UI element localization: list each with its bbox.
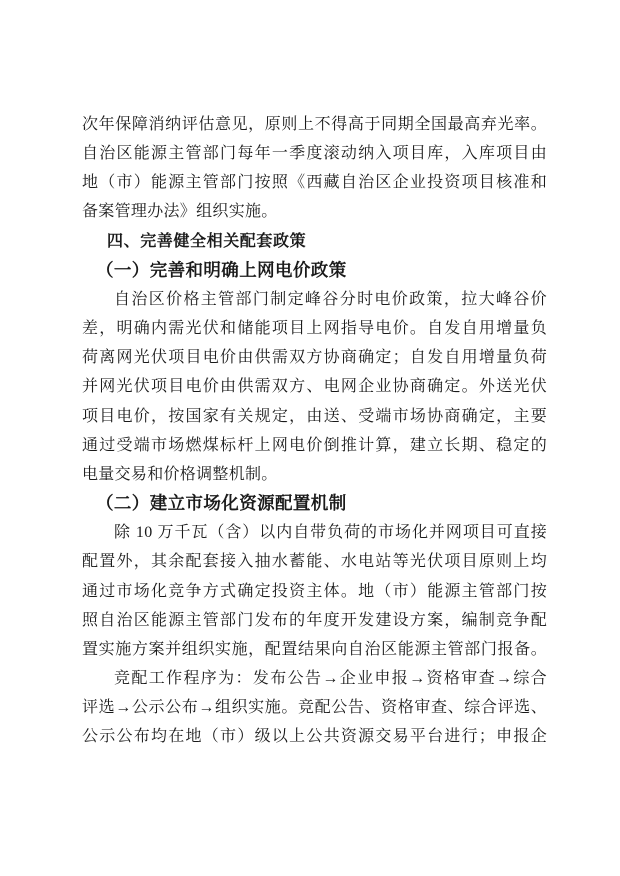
text-line: 并网光伏项目电价由供需双方、电网企业协商确定。外送光伏	[82, 378, 547, 396]
text-line: 除 10 万千瓦（含）以内自带负荷的市场化并网项目可直接	[114, 524, 547, 542]
subsection-1-heading: （一）完善和明确上网电价政策	[96, 259, 347, 280]
text-line: 照自治区能源主管部门发布的年度开发建设方案，编制竞争配	[82, 611, 547, 629]
text-line: 自治区能源主管部门每年一季度滚动纳入项目库，入库项目由	[82, 145, 547, 163]
text-line: 配置外，其余配套接入抽水蓄能、水电站等光伏项目原则上均	[82, 553, 547, 571]
text-line: 电量交易和价格调整机制。	[82, 465, 278, 483]
text-line: 荷离网光伏项目电价由供需双方协商确定；自发自用增量负荷	[82, 349, 547, 367]
text-line: 通过市场化竞争方式确定投资主体。地（市）能源主管部门按	[82, 582, 547, 600]
text-line: 地（市）能源主管部门按照《西藏自治区企业投资项目核准和	[82, 174, 547, 192]
text-line: 置实施方案并组织实施，配置结果向自治区能源主管部门报备。	[82, 640, 547, 658]
text-line: 项目电价，按国家有关规定，由送、受端市场协商确定，主要	[82, 407, 547, 425]
text-line: 备案管理办法》组织实施。	[82, 203, 278, 221]
text-line: 次年保障消纳评估意见，原则上不得高于同期全国最高弃光率。	[82, 116, 547, 133]
text-line: 差，明确内需光伏和储能项目上网指导电价。自发自用增量负	[82, 320, 547, 338]
paragraph-continuation	[82, 110, 547, 227]
paragraph-competition-procedure	[82, 664, 547, 751]
paragraph-market-allocation	[82, 518, 547, 664]
text-line: 自治区价格主管部门制定峰谷分时电价政策，拉大峰谷价	[114, 290, 547, 308]
text-line: 竞配工作程序为：发布公告→企业申报→资格审查→综合	[114, 669, 547, 687]
text-line: 评选→公示公布→组织实施。竞配公告、资格审查、综合评选、	[82, 699, 547, 717]
document-body	[82, 110, 547, 751]
subsection-2-heading: （二）建立市场化资源配置机制	[96, 493, 347, 514]
text-line: 通过受端市场燃煤标杆上网电价倒推计算，建立长期、稳定的	[82, 436, 547, 454]
text-line: 公示公布均在地（市）级以上公共资源交易平台进行；申报企	[82, 728, 547, 746]
paragraph-tariff-policy	[82, 285, 547, 489]
section-heading: 四、完善健全相关配套政策	[107, 232, 307, 250]
